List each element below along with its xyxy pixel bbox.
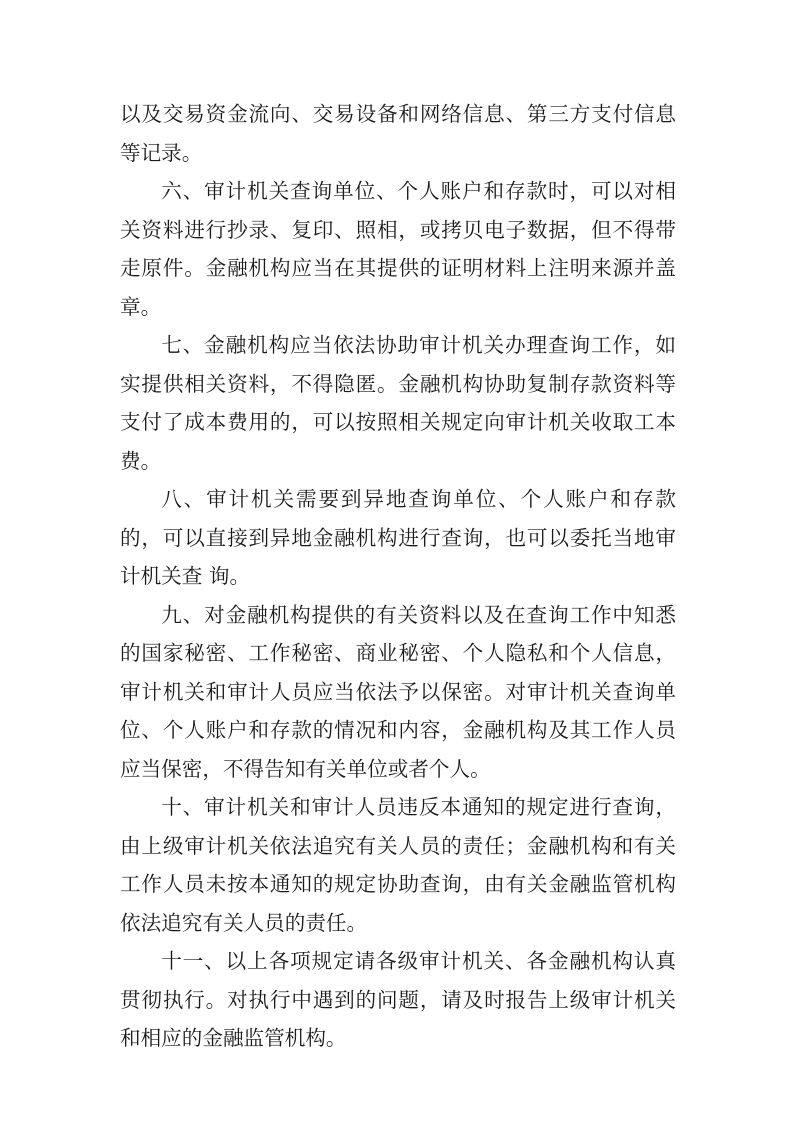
paragraph-item-8: 八、审计机关需要到异地查询单位、个人账户和存款的，可以直接到异地金融机构进行查询，也可以委托当地审计机关查 询。 [120, 487, 676, 588]
paragraph-item-6: 六、审计机关查询单位、个人账户和存款时，可以对相关资料进行抄录、复印、照相，或拷贝电子数据，但不得带走原件。金融机构应当在其提供的证明材料上注明来源并盖章。 [120, 179, 676, 319]
paragraph-item-11: 十一、以上各项规定请各级审计机关、各金融机构认真贯彻执行。对执行中遇到的问题，请及时报告上级审计机关和相应的金融监管机构。 [120, 949, 676, 1050]
paragraph-continuation: 以及交易资金流向、交易设备和网络信息、第三方支付信息等记录。 [120, 102, 676, 165]
document-body [120, 95, 676, 1058]
paragraph-item-7: 七、金融机构应当依法协助审计机关办理查询工作，如实提供相关资料，不得隐匿。金融机构协助复制存款资料等支付了成本费用的，可以按照相关规定向审计机关收取工本费。 [120, 333, 676, 473]
paragraph-item-10: 十、审计机关和审计人员违反本通知的规定进行查询，由上级审计机关依法追究有关人员的责任；金融机构和有关工作人员未按本通知的规定协助查询，由有关金融监管机构依法追究有关人员的责任。 [120, 795, 676, 935]
paragraph-item-9: 九、对金融机构提供的有关资料以及在查询工作中知悉的国家秘密、工作秘密、商业秘密、个人隐私和个人信息，审计机关和审计人员应当依法予以保密。对审计机关查询单位、个人账户和存款的情况和内容，金融机构及其工作人员应当保密，不得告知有关单位或者个人。 [120, 602, 676, 781]
